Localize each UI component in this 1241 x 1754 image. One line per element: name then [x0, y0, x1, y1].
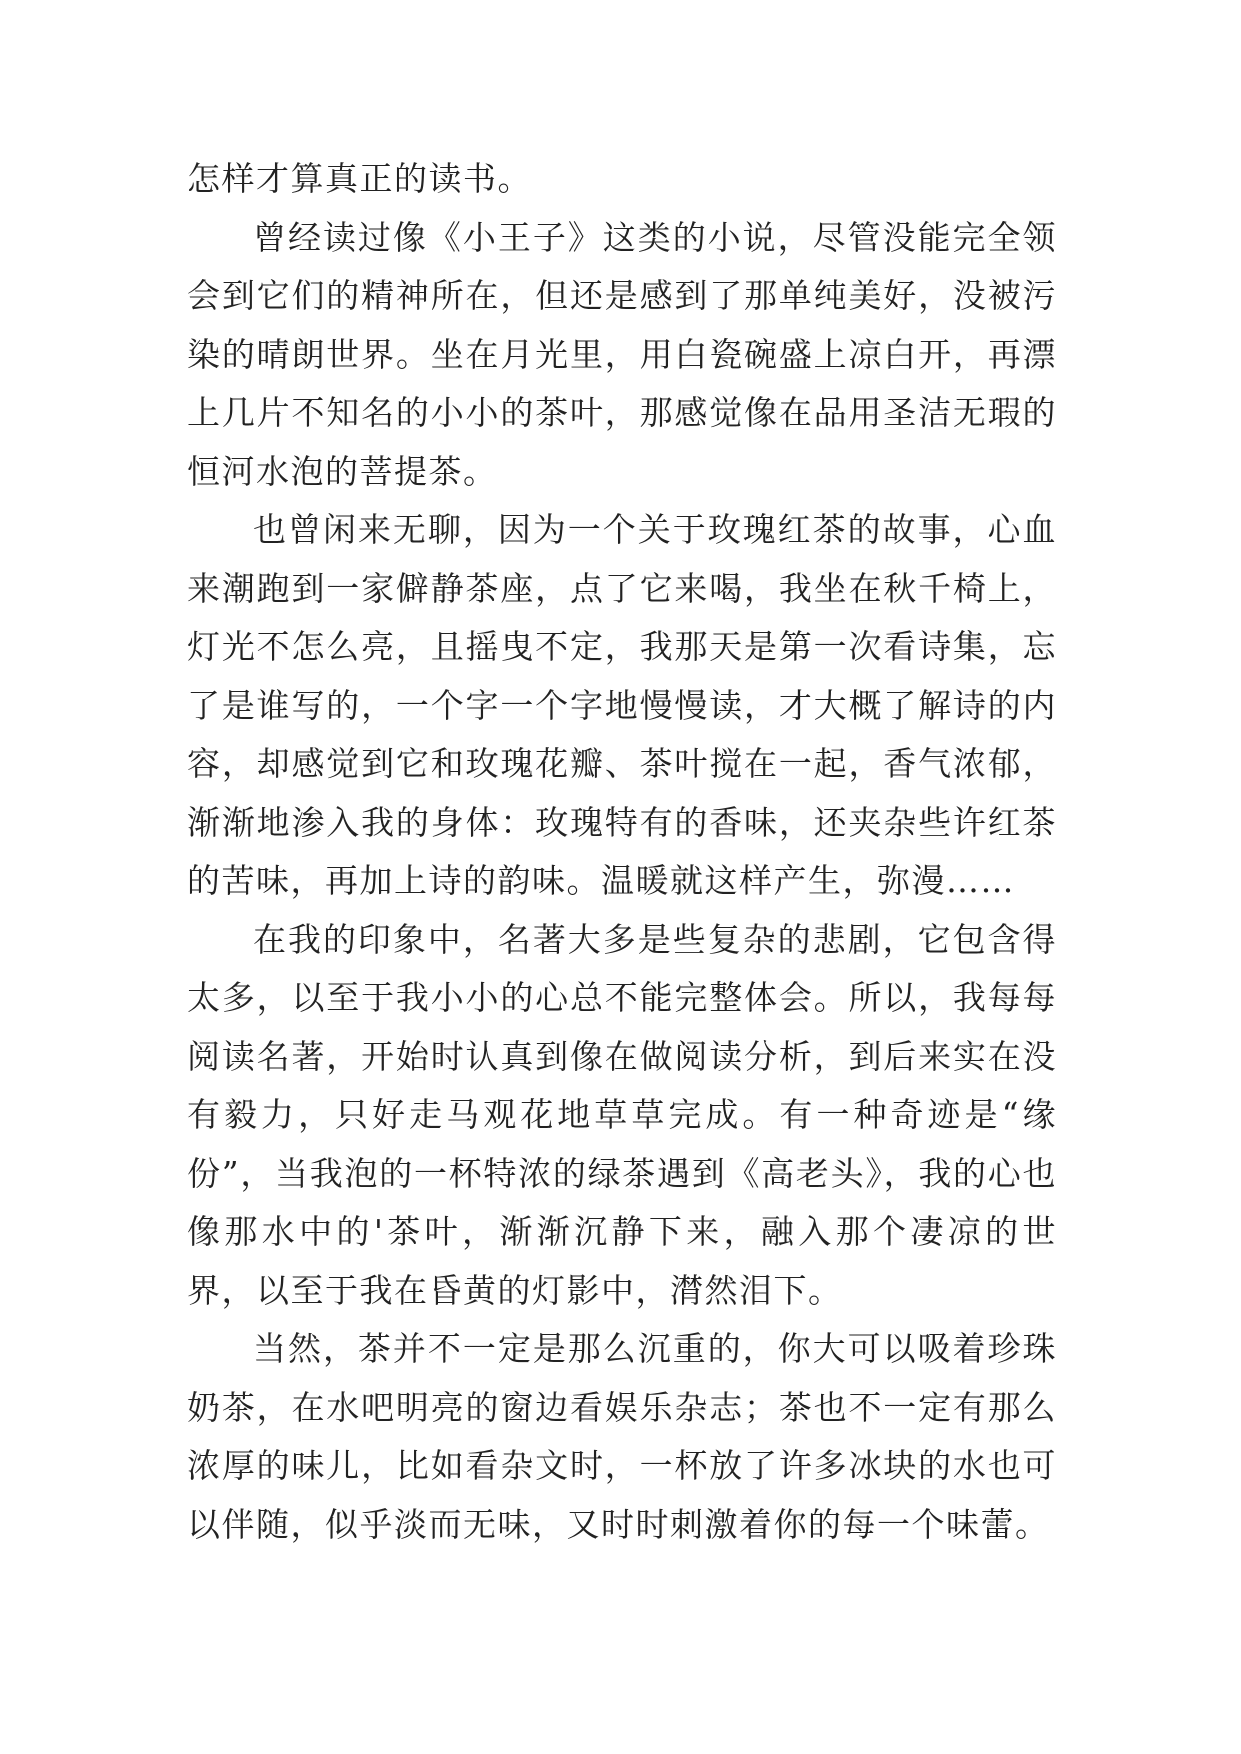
paragraph-classics: 在我的印象中，名著大多是些复杂的悲剧，它包含得太多，以至于我小小的心总不能完整体会。所以，我每每阅读名著，开始时认真到像在做阅读分析，到后来实在没有毅力，只好走马观花地草草完成。有一种奇迹是“缘份”，当我泡的一杯特浓的绿茶遇到《高老头》，我的心也像那水中的'茶叶，渐渐沉静下来，融入那个凄凉的世界，以至于我在昏黄的灯影中，潸然泪下。 [187, 919, 1057, 1310]
paragraph-rose-tea: 也曾闲来无聊，因为一个关于玫瑰红茶的故事，心血来潮跑到一家僻静茶座，点了它来喝，我坐在秋千椅上，灯光不怎么亮，且摇曳不定，我那天是第一次看诗集，忘了是谁写的，一个字一个字地慢慢读，才大概了解诗的内容，却感觉到它和玫瑰花瓣、茶叶搅在一起，香气浓郁，渐渐地渗入我的身体：玫瑰特有的香味，还夹杂些许红茶的苦味，再加上诗的韵味。温暖就这样产生，弥漫…… [187, 510, 1057, 900]
paragraph-light-tea: 当然，茶并不一定是那么沉重的，你大可以吸着珍珠奶茶，在水吧明亮的窗边看娱乐杂志；茶也不一定有那么浓厚的味儿，比如看杂文时，一杯放了许多冰块的水也可以伴随，似乎淡而无味，又时时刺激着你的每一个味蕾。 [187, 1329, 1057, 1544]
paragraph-little-prince: 曾经读过像《小王子》这类的小说，尽管没能完全领会到它们的精神所在，但还是感到了那单纯美好，没被污染的晴朗世界。坐在月光里，用白瓷碗盛上凉白开，再漂上几片不知名的小小的茶叶，那感觉像在品用圣洁无瑕的恒河水泡的菩提茶。 [187, 217, 1057, 491]
paragraph-continued: 怎样才算真正的读书。 [187, 159, 532, 198]
document-body [187, 150, 1057, 1554]
